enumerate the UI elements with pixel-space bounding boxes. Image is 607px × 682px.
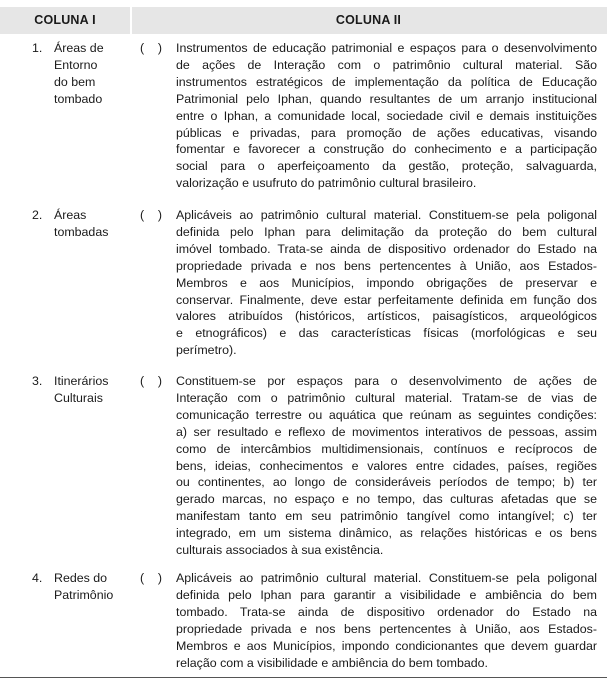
row-number: 3. [32, 374, 43, 388]
column-2-header: COLUNA II [335, 13, 402, 27]
desc-line: valorização e usufruto do patrimônio cultural brasileiro. [176, 176, 477, 191]
desc-line: social para o aperfeiçoamento da gestão, proteção, salvaguarda, [176, 159, 597, 174]
term-line: tombado [54, 91, 103, 106]
desc-line: relação com a visibilidade e ambiência do bem tombado. [176, 655, 489, 670]
desc-line: manifestam tanto em seu patrimônio tangível como intangível; c) ter [176, 509, 597, 524]
desc-line: imóvel tombado. Trata-se ainda de dispositivo ordenador do Estado na [176, 241, 597, 256]
desc-line: públicas e privadas, para promoção de ações educativas, visando [176, 125, 597, 140]
row-term [54, 40, 128, 108]
term-line: Entorno [54, 57, 98, 72]
desc-line: ou continentes, ao longo de consideráveis períodos de tempo; b) ter [176, 475, 597, 490]
term-line: Redes do [54, 571, 108, 585]
desc-line: propriedade privada e nos bens pertencentes à União, aos Estados- [176, 621, 597, 636]
desc-line: fomentar e favorecer a construção do conhecimento e a participação [176, 142, 597, 157]
desc-line: Constituem-se por espaços para o desenvolvimento de ações de [176, 374, 597, 388]
row-description [176, 40, 597, 192]
term-line: Culturais [54, 390, 103, 405]
desc-line: Instrumentos de educação patrimonial e espaços para o desenvolvimento [176, 41, 597, 55]
row-number: 2. [32, 208, 43, 222]
term-line: Patrimônio [54, 587, 114, 602]
desc-line: de ações de Interação com o patrimônio cultural material. São [176, 57, 597, 72]
desc-line: e etnográficos) e das características físicas (morfológicas e seu [176, 326, 597, 341]
term-line: Áreas de [54, 41, 104, 55]
desc-line: bens, ideias, conhecimentos e valores entre cidades, países, regiões [176, 458, 597, 473]
desc-line: Membros e aos Municípios, impondo condicionantes que devem guardar [176, 638, 597, 653]
desc-line: perímetro). [176, 343, 237, 358]
desc-line: comunicação terrestre ou aquática que reúnam as seguintes condições: [176, 407, 597, 422]
row-description [176, 207, 597, 359]
term-line: Áreas [54, 208, 87, 222]
desc-line: a) ser resultado e reflexo de movimentos interativos de pessoas, assim [176, 424, 597, 439]
answer-blank[interactable]: ( ) [140, 41, 163, 55]
desc-line: Aplicáveis ao patrimônio cultural material. Constituem-se pela poligonal [176, 571, 597, 585]
row-number: 4. [32, 571, 43, 585]
desc-line: como de intercâmbios multidimensionais, contínuos e recíprocos de [176, 441, 597, 456]
row-term [54, 207, 128, 241]
term-line: tombadas [54, 224, 109, 239]
desc-line: propriedade privada e nos bens pertencentes à União, aos Estados- [176, 258, 597, 273]
desc-line: Membros e aos Municípios, impondo obrigações de preservar e [176, 275, 597, 290]
row-number: 1. [32, 41, 43, 55]
desc-line: conservar. Finalmente, deve estar perfeitamente definida em função dos [176, 292, 597, 307]
desc-line: Patrimonial pelo Iphan, quando resultantes de um arranjo institucional [176, 91, 597, 106]
desc-line: definida pelo Iphan para garantir a visibilidade e ambiência do bem [176, 587, 597, 602]
bottom-rule [0, 677, 607, 678]
column-1-header: COLUNA I [34, 13, 96, 27]
desc-line: instrumentos estratégicos de implementação da política de Educação [176, 74, 597, 89]
desc-line: Aplicáveis ao patrimônio cultural material. Constituem-se pela poligonal [176, 208, 597, 222]
answer-blank[interactable]: ( ) [140, 374, 163, 388]
row-description [176, 373, 597, 559]
desc-line: integrado, em um sistema dinâmico, as relações históricas e os bens [176, 526, 597, 541]
row-term [54, 373, 128, 407]
desc-line: gerado marcas, no espaço e no tempo, das culturas afetadas que se [176, 492, 597, 507]
answer-blank[interactable]: ( ) [140, 208, 163, 222]
term-line: Itinerários [54, 374, 109, 388]
desc-line: definida pelo Iphan para delimitação da proteção do bem cultural [176, 224, 597, 239]
table-header [0, 7, 607, 34]
desc-line: culturais associados à sua existência. [176, 543, 384, 558]
row-description [176, 570, 597, 671]
term-line: do bem [54, 74, 96, 89]
desc-line: entre o Iphan, a comunidade local, sociedade civil e demais instituições [176, 108, 597, 123]
desc-line: tombado. Trata-se ainda de dispositivo ordenador do Estado na [176, 604, 597, 619]
desc-line: Interação com o patrimônio cultural material. Tratam-se de vias de [176, 390, 597, 405]
desc-line: valores atribuídos (históricos, artísticos, paisagísticos, arqueológicos [176, 309, 597, 324]
answer-blank[interactable]: ( ) [140, 571, 163, 585]
row-term [54, 570, 128, 604]
